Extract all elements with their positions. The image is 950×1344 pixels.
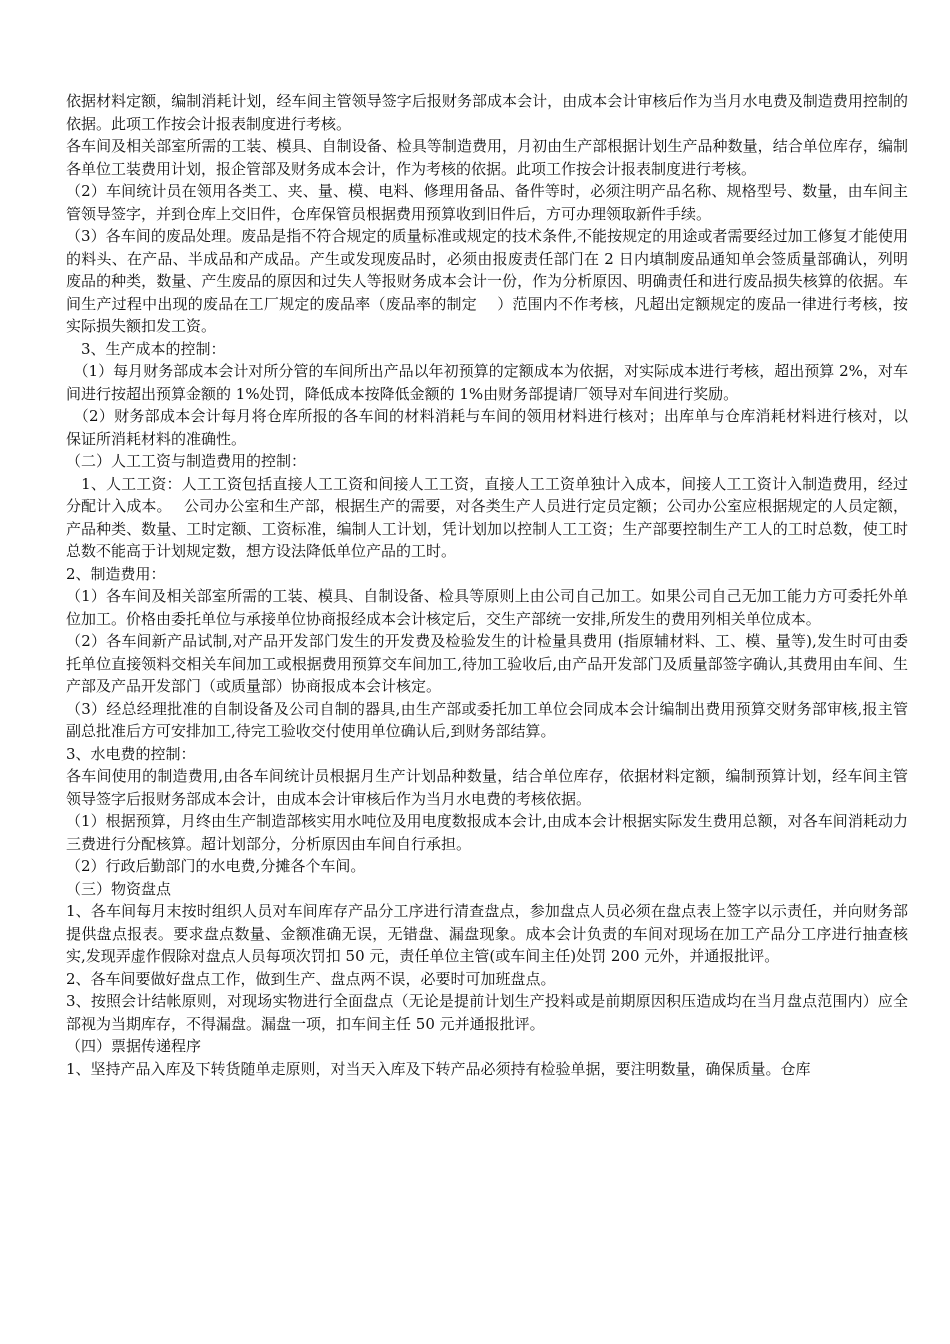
paragraph-12: （2）各车间新产品试制,对产品开发部门发生的开发费及检验发生的计检量具费用 (指原辅材料、工、模、量等),发生时可由委托单位直接领料交相关车间加工或根据费用预算交车间加工,待加工验收后,由产品开发部门及质量部签字确认,其费用由车间、生产部及产品开发部门（或质量部）协商报成本会计核定。 xyxy=(66,632,908,695)
paragraph-4: （3）各车间的废品处理。废品是指不符合规定的质量标准或规定的技术条件,不能按规定的用途或者需要经过加工修复才能使用的料头、在产品、半成品和产成品。产生或发现废品时，必须由报废责任部门在 2 日内填制废品通知单会签质量部确认，列明废品的种类，数量、产生废品的原因和过失人等报财务成本会计一份，作为分析原因、明确责任和进行废品损失核算的依据。车间生产过程中出现的废品在工厂规定的废品率（废品率的制定 ）范围内不作考核，凡超出定额规定的废品一律进行考核，按实际损失额扣发工资。 xyxy=(66,227,908,335)
paragraph-2: 各车间及相关部室所需的工装、模具、自制设备、检具等制造费用，月初由生产部根据计划生产品种数量，结合单位库存，编制各单位工装费用计划，报企管部及财务成本会计，作为考核的依据。此项工作按会计报表制度进行考核。 xyxy=(66,137,908,178)
paragraph-1: 依据材料定额，编制消耗计划，经车间主管领导签字后报财务部成本会计，由成本会计审核后作为当月水电费及制造费用控制的依据。此项工作按会计报表制度进行考核。 xyxy=(66,92,908,133)
paragraph-17: （2）行政后勤部门的水电费,分摊各个车间。 xyxy=(66,857,366,875)
paragraph-3: （2）车间统计员在领用各类工、夹、量、模、电料、修理用备品、备件等时，必须注明产品名称、规格型号、数量，由车间主管领导签字，并到仓库上交旧件，仓库保管员根据费用预算收到旧件后，方可办理领取新件手续。 xyxy=(66,182,908,223)
paragraph-20: 2、各车间要做好盘点工作，做到生产、盘点两不误，必要时可加班盘点。 xyxy=(66,969,556,988)
document-body xyxy=(66,90,908,1080)
section-heading-inventory: （三）物资盘点 xyxy=(66,879,172,898)
paragraph-11: （1）各车间及相关部室所需的工装、模具、自制设备、检具等原则上由公司自己加工。如果公司自己无加工能力方可委托外单位加工。价格由委托单位与承接单位协商报经成本会计核定后，交生产部统一安排,所发生的费用列相关单位成本。 xyxy=(66,587,908,628)
section-heading-documents: （四）票据传递程序 xyxy=(66,1037,202,1055)
paragraph-13: （3）经总经理批准的自制设备及公司自制的器具,由生产部或委托加工单位会同成本会计编制出费用预算交财务部审核,报主管副总批准后方可安排加工,待完工验收交付使用单位确认后,到财务部结算。 xyxy=(66,699,908,740)
paragraph-7: （2）财务部成本会计每月将仓库所报的各车间的材料消耗与车间的领用材料进行核对；出库单与仓库消耗材料进行核对，以保证所消耗材料的准确性。 xyxy=(66,407,908,448)
paragraph-6: （1）每月财务部成本会计对所分管的车间所出产品以年初预算的定额成本为依据，对实际成本进行考核，超出预算 2%，对车间进行按超出预算金额的 1%处罚，降低成本按降低金额的 1%由财务部提请厂领导对车间进行奖励。 xyxy=(66,362,908,403)
section-heading-manufacturing-cost: 2、制造费用： xyxy=(66,564,166,583)
paragraph-15: 各车间使用的制造费用,由各车间统计员根据月生产计划品种数量，结合单位库存，依据材料定额，编制预算计划，经车间主管领导签字后报财务部成本会计，由成本会计审核后作为当月水电费的考核依据。 xyxy=(66,767,908,808)
paragraph-16: （1）根据预算，月终由生产制造部核实用水吨位及用电度数报成本会计,由成本会计根据实际发生费用总额，对各车间消耗动力三费进行分配核算。超计划部分，分析原因由车间自行承担。 xyxy=(66,812,908,853)
section-heading-utilities: 3、水电费的控制： xyxy=(66,744,196,763)
paragraph-23: 1、坚持产品入库及下转货随单走原则，对当天入库及下转产品必须持有检验单据，要注明数量，确保质量。仓库 xyxy=(66,1059,811,1078)
section-heading-production-cost: 3、生产成本的控制： xyxy=(66,339,226,358)
section-heading-labor-manufacturing: （二）人工工资与制造费用的控制： xyxy=(66,452,307,470)
paragraph-21: 3、按照会计结帐原则，对现场实物进行全面盘点（无论是提前计划生产投料或是前期原因积压造成均在当月盘点范围内）应全部视为当期库存，不得漏盘。漏盘一项，扣车间主任 50 元并通报批评。 xyxy=(66,992,908,1033)
paragraph-19: 1、各车间每月末按时组织人员对车间库存产品分工序进行清查盘点，参加盘点人员必须在盘点表上签字以示责任，并向财务部提供盘点报表。要求盘点数量、金额准确无误，无错盘、漏盘现象。成本会计负责的车间对现场在加工产品分工序进行抽查核实,发现弄虚作假除对盘点人员每项次罚扣 50 元，责任单位主管(或车间主任)处罚 200 元外，并通报批评。 xyxy=(66,902,908,965)
paragraph-9: 1、人工工资：人工工资包括直接人工工资和间接人工工资，直接人工工资单独计入成本，间接人工工资计入制造费用，经过分配计入成本。 公司办公室和生产部，根据生产的需要，对各类生产人员进行定员定额；公司办公室应根据规定的人员定额，产品种类、数量、工时定额、工资标准，编制人工计划，凭计划加以控制人工工资；生产部要控制生产工人的工时总数，使工时总数不能高于计划规定数，想方设法降低单位产品的工时。 xyxy=(66,474,908,560)
